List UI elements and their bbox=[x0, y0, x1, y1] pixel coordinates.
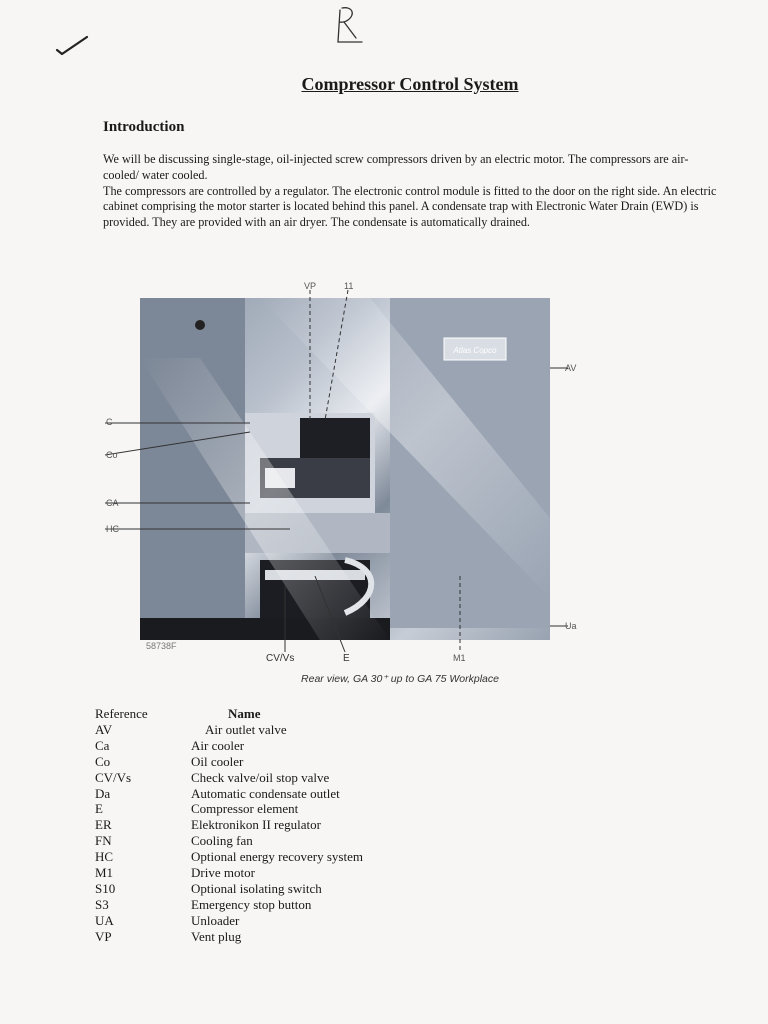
page-title: Compressor Control System bbox=[301, 74, 519, 94]
reference-code: Ca bbox=[95, 737, 110, 753]
reference-table-body bbox=[95, 722, 363, 945]
table-row bbox=[95, 897, 363, 913]
reference-name: Drive motor bbox=[191, 865, 255, 881]
reference-code: HC bbox=[95, 849, 114, 865]
table-row bbox=[95, 754, 363, 770]
table-row bbox=[95, 786, 363, 802]
callout-cvvs: CV/Vs bbox=[266, 653, 295, 664]
reference-table bbox=[95, 706, 363, 945]
reference-code: VP bbox=[95, 928, 112, 944]
reference-code: Co bbox=[95, 753, 111, 769]
table-row bbox=[95, 770, 363, 786]
reference-code: UA bbox=[95, 912, 114, 928]
reference-name: Air cooler bbox=[191, 737, 245, 753]
reference-name: Automatic condensate outlet bbox=[191, 785, 340, 801]
callout-co: Co bbox=[106, 450, 118, 460]
table-row bbox=[95, 865, 363, 881]
reference-code: ER bbox=[95, 817, 112, 833]
checkmark-handwritten-icon bbox=[54, 34, 90, 58]
header-name: Name bbox=[228, 706, 261, 721]
reference-name: Vent plug bbox=[191, 928, 242, 944]
intro-paragraph: The compressors are controlled by a regulator. The electronic control module is fitted to the door on the right side. An electric cabinet comprising the motor starter is located behind this panel. A condensate trap with Electronic Water Drain (EWD) is provided. They are provided with an air dryer. The condensate is automatically drained. bbox=[103, 183, 717, 230]
intro-paragraph: We will be discussing single-stage, oil-injected screw compressors driven by an electric motor. The compressors are air-cooled/ water cooled. bbox=[103, 152, 689, 182]
reference-name: Elektronikon II regulator bbox=[191, 817, 321, 833]
table-row bbox=[95, 722, 363, 738]
reference-code: Da bbox=[95, 785, 111, 801]
logo-text: Atlas Copco bbox=[453, 346, 497, 355]
reference-name: Cooling fan bbox=[191, 833, 253, 849]
section-heading: Introduction bbox=[103, 119, 185, 135]
image-id-label: 58738F bbox=[146, 641, 177, 651]
reference-code: CV/Vs bbox=[95, 769, 132, 785]
reference-name: Oil cooler bbox=[191, 753, 244, 769]
table-row bbox=[95, 738, 363, 754]
header-reference: Reference bbox=[95, 706, 148, 721]
reference-code: S10 bbox=[95, 880, 116, 896]
table-row bbox=[95, 881, 363, 897]
table-row bbox=[95, 817, 363, 833]
callout-c: C bbox=[106, 417, 113, 427]
handwritten-r-mark bbox=[332, 4, 372, 48]
reference-code: AV bbox=[95, 721, 113, 737]
table-row bbox=[95, 929, 363, 945]
table-row bbox=[95, 849, 363, 865]
reference-code: E bbox=[95, 801, 103, 817]
intro-text bbox=[103, 152, 723, 231]
table-row bbox=[95, 913, 363, 929]
reference-code: M1 bbox=[95, 865, 114, 881]
callout-ca: CA bbox=[106, 498, 119, 508]
reference-code: FN bbox=[95, 833, 112, 849]
callout-m1: M1 bbox=[453, 653, 466, 663]
table-row bbox=[95, 801, 363, 817]
callout-e: E bbox=[343, 653, 350, 664]
reference-name: Emergency stop button bbox=[191, 896, 312, 912]
figure-caption: Rear view, GA 30⁺ up to GA 75 Workplace bbox=[301, 673, 499, 685]
reference-name: Optional energy recovery system bbox=[191, 849, 363, 865]
reference-name: Compressor element bbox=[191, 801, 299, 817]
reference-name: Air outlet valve bbox=[205, 721, 287, 737]
table-row bbox=[95, 833, 363, 849]
reference-code: S3 bbox=[95, 896, 109, 912]
callout-ua: Ua bbox=[565, 621, 577, 631]
callout-leader-lines bbox=[100, 280, 590, 670]
callout-11: 11 bbox=[344, 281, 354, 291]
reference-name: Optional isolating switch bbox=[191, 880, 322, 896]
callout-av: AV bbox=[565, 363, 577, 373]
callout-vp: VP bbox=[304, 281, 317, 291]
reference-name: Unloader bbox=[191, 912, 240, 928]
callout-hc: HC bbox=[106, 524, 119, 534]
reference-name: Check valve/oil stop valve bbox=[191, 769, 330, 785]
